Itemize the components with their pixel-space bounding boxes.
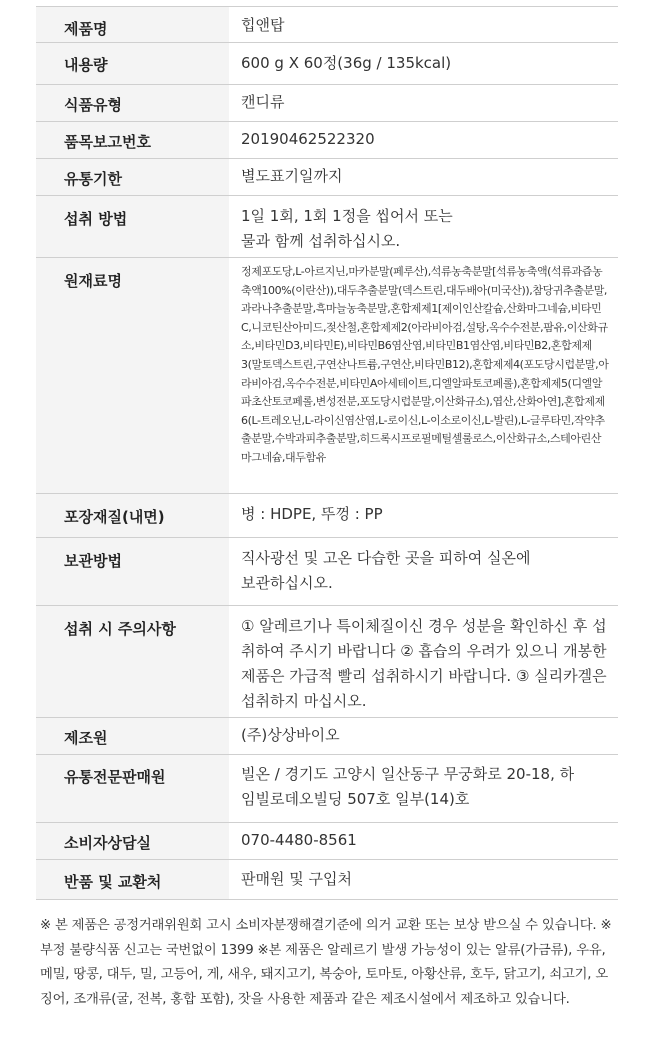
row-value-product-name: 힙앤탑 xyxy=(241,16,285,34)
row-label-product-name: 제품명 xyxy=(36,7,229,42)
product-info-table xyxy=(36,6,618,900)
row-value-expiry: 별도표기일까지 xyxy=(241,167,343,185)
table-row xyxy=(36,196,618,258)
row-value-report-number: 20190462522320 xyxy=(241,130,375,148)
row-label-report-number: 품목보고번호 xyxy=(36,122,229,158)
row-value-customer-service: 070-4480-8561 xyxy=(241,831,357,849)
table-row xyxy=(36,159,618,196)
table-row xyxy=(36,823,618,860)
row-label-food-type: 식품유형 xyxy=(36,85,229,121)
table-row xyxy=(36,755,618,823)
row-value-packaging: 병 : HDPE, 뚜껑 : PP xyxy=(241,505,383,523)
row-label-expiry: 유통기한 xyxy=(36,159,229,195)
row-label-storage: 보관방법 xyxy=(36,538,229,605)
row-label-distributor: 유통전문판매원 xyxy=(36,755,229,822)
table-row xyxy=(36,7,618,43)
row-value-volume: 600 g X 60정(36g / 135kcal) xyxy=(241,54,452,72)
row-label-ingredients: 원재료명 xyxy=(36,258,229,493)
row-value-intake-method: 1일 1회, 1회 1정을 씹어서 또는 물과 함께 섭취하십시오. xyxy=(241,207,453,250)
row-label-returns: 반품 및 교환처 xyxy=(36,860,229,899)
row-label-volume: 내용량 xyxy=(36,43,229,84)
row-label-intake-method: 섭취 방법 xyxy=(36,196,229,257)
table-row xyxy=(36,43,618,85)
table-row xyxy=(36,606,618,718)
row-label-customer-service: 소비자상담실 xyxy=(36,823,229,859)
table-row xyxy=(36,258,618,494)
table-row xyxy=(36,538,618,606)
row-value-food-type: 캔디류 xyxy=(241,93,285,111)
table-row xyxy=(36,860,618,900)
table-row xyxy=(36,85,618,122)
table-row xyxy=(36,718,618,755)
row-value-returns: 판매원 및 구입처 xyxy=(241,870,352,888)
row-value-storage: 직사광선 및 고온 다습한 곳을 피하여 실온에 보관하십시오. xyxy=(241,549,531,592)
row-value-ingredients: 정제포도당,L-아르지닌,마카분말(페루산),석류농축분말[석류농축액(석류과즙농축액100%(이란산)),대두추출분말(덱스트린,대두배아(미국산)),참당귀추출분말,과라나추출분말,흑마늘농축분말,혼합제제1[제이인산칼슘,산화마그네슘,비타민C,니코틴산아미드,젖산철,혼합제제2(아라비아검,설탕,옥수수전분,팜유,이산화규소,비타민D3,비타민E),비타민B6염산염,비타민B1염산염,비타민B2,혼합제제3(말토덱스트린,구연산나트륨,구연산,비타민B12),혼합제제4(포도당시럽분말,아라비아검,옥수수전분,비타민A아세테이트,디엘알파토코페롤),혼합제제5(디엘알파초산토코페롤,변성전분,포도당시럽분말,이산화규소),엽산,산화아연],혼합제제6(L-트레오닌,L-라이신염산염,L-로이신,L-이소로이신,L-발린),L-글루타민,작약추출분말,수박과피추출분말,히드록시프로필메틸셀룰로스,이산화규소,스테아린산마그네슘,대두함유 xyxy=(241,265,609,464)
table-row xyxy=(36,122,618,159)
row-label-manufacturer: 제조원 xyxy=(36,718,229,754)
row-value-manufacturer: (주)상상바이오 xyxy=(241,726,340,744)
table-row xyxy=(36,494,618,538)
row-value-caution: ① 알레르기나 특이체질이신 경우 성분을 확인하신 후 섭취하여 주시기 바랍니다 ② 흡습의 우려가 있으니 개봉한 제품은 가급적 빨리 섭취하시기 바랍니다. ③ 실리카겔은 섭취하지 마십시오. xyxy=(241,617,607,710)
row-label-packaging: 포장재질(내면) xyxy=(36,494,229,537)
notice-text: ※ 본 제품은 공정거래위원회 고시 소비자분쟁해결기준에 의거 교환 또는 보상 받으실 수 있습니다. ※부정 불량식품 신고는 국번없이 1399 ※본 제품은 알레르기 발생 가능성이 있는 알류(가금류), 우유, 메밀, 땅콩, 대두, 밀, 고등어, 게, 새우, 돼지고기, 복숭아, 토마토, 아황산류, 호두, 닭고기, 쇠고기, 오징어, 조개류(굴, 전복, 홍합 포함), 잣을 사용한 제품과 같은 제조시설에서 제조하고 있습니다. xyxy=(40,918,612,1007)
row-label-caution: 섭취 시 주의사항 xyxy=(36,606,229,717)
row-value-distributor: 빌온 / 경기도 고양시 일산동구 무궁화로 20-18, 하임빌로데오빌딩 507호 일부(14)호 xyxy=(241,765,575,808)
